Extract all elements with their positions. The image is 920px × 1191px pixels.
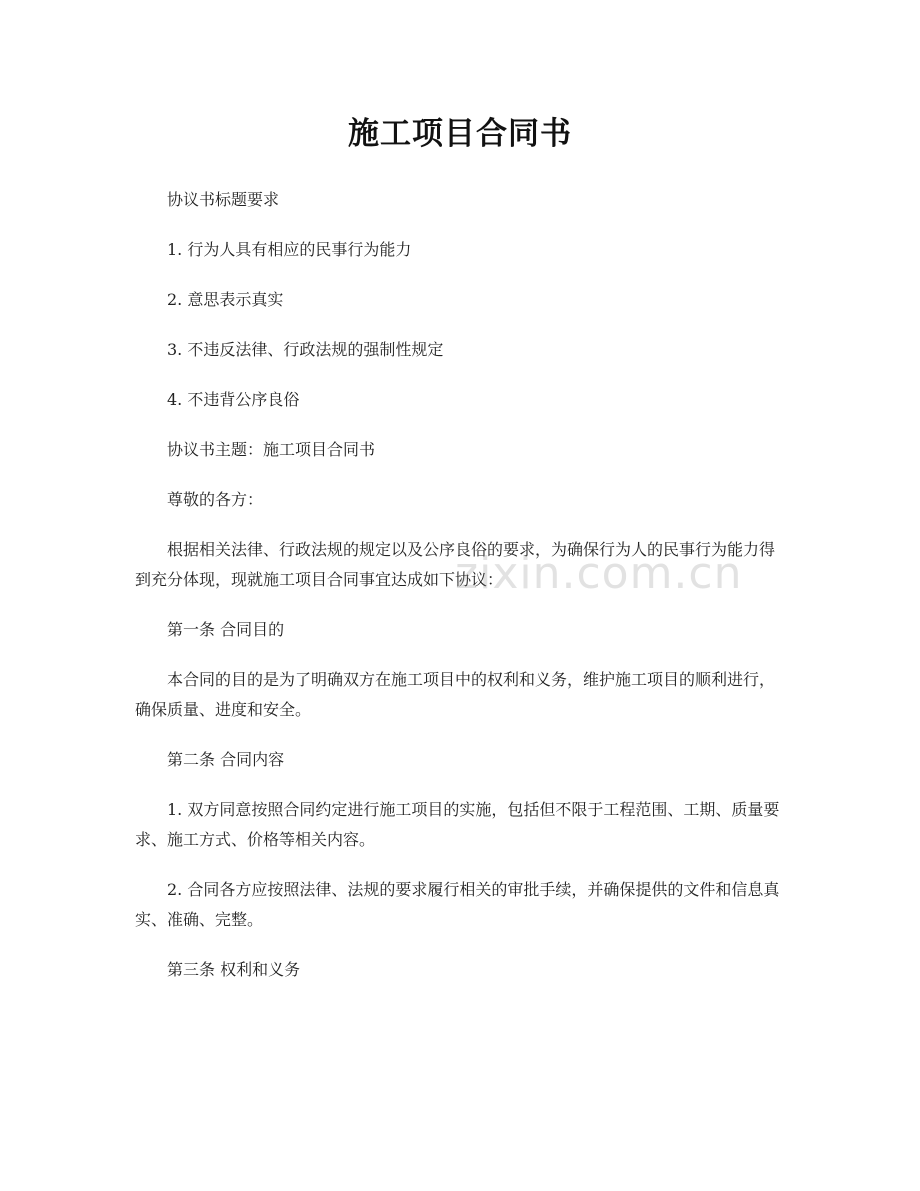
paragraph-requirements-heading: 协议书标题要求 bbox=[167, 190, 280, 209]
paragraph-item-3: 3. 不违反法律、行政法规的强制性规定 bbox=[167, 340, 444, 359]
paragraph-item-1: 1. 行为人具有相应的民事行为能力 bbox=[167, 240, 412, 259]
paragraph-subject: 协议书主题：施工项目合同书 bbox=[167, 440, 376, 459]
article-2-heading: 第二条 合同内容 bbox=[167, 750, 285, 769]
document-title: 施工项目合同书 bbox=[348, 116, 572, 152]
paragraph-item-2: 2. 意思表示真实 bbox=[167, 290, 284, 309]
document-body bbox=[135, 185, 785, 1005]
article-2-item-2: 2. 合同各方应按照法律、法规的要求履行相关的审批手续，并确保提供的文件和信息真实、准确、完整。 bbox=[135, 880, 780, 929]
article-1-body: 本合同的目的是为了明确双方在施工项目中的权利和义务，维护施工项目的顺利进行，确保质量、进度和安全。 bbox=[135, 670, 776, 719]
paragraph-salutation: 尊敬的各方： bbox=[167, 490, 264, 509]
article-3-heading: 第三条 权利和义务 bbox=[167, 960, 301, 979]
article-1-heading: 第一条 合同目的 bbox=[167, 620, 285, 639]
watermark: zixin.com.cn bbox=[455, 548, 743, 599]
paragraph-item-4: 4. 不违背公序良俗 bbox=[167, 390, 300, 409]
article-2-item-1: 1. 双方同意按照合同约定进行施工项目的实施，包括但不限于工程范围、工期、质量要求、施工方式、价格等相关内容。 bbox=[135, 800, 780, 849]
paragraph-preamble: 根据相关法律、行政法规的规定以及公序良俗的要求，为确保行为人的民事行为能力得到充分体现，现就施工项目合同事宜达成如下协议： bbox=[135, 540, 776, 589]
